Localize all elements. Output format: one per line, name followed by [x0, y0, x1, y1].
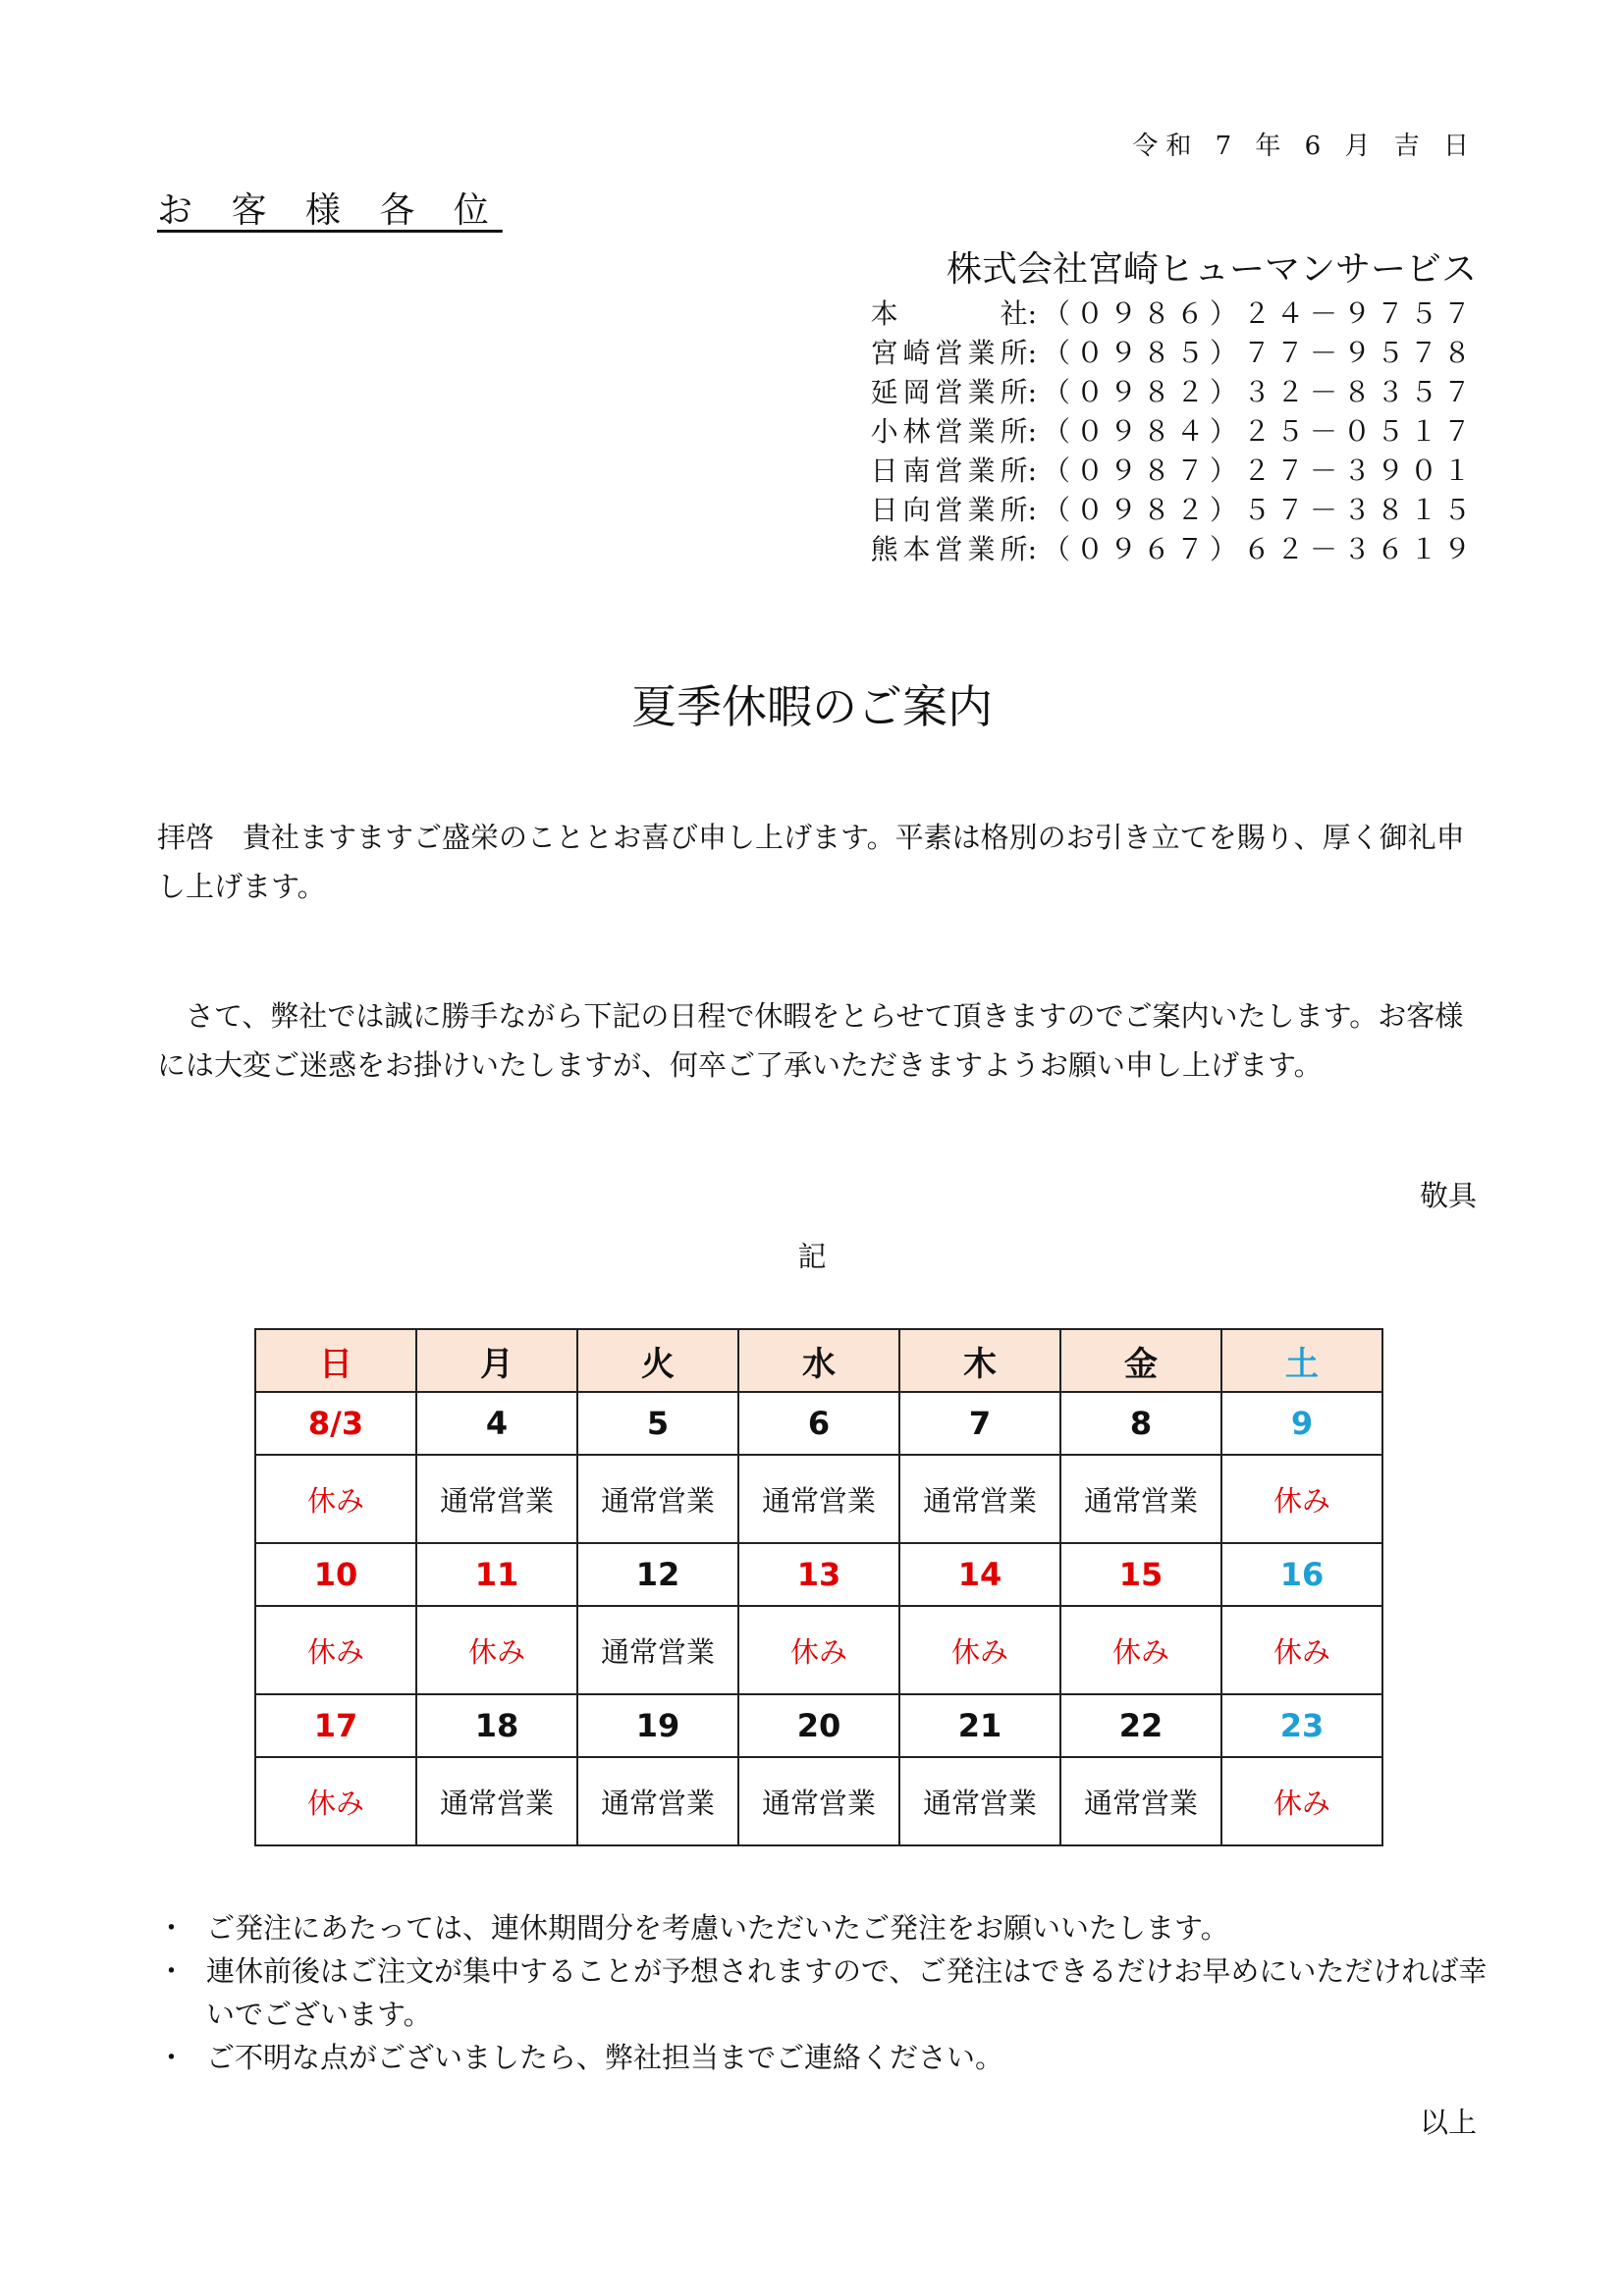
office-row [871, 334, 1477, 373]
notes-list [157, 1906, 1492, 2079]
closing-keigu: 敬具 [1419, 1179, 1477, 1212]
status-cell: 休み [899, 1606, 1060, 1694]
office-name: 日向営業所 [870, 494, 1028, 526]
office-name: 小林営業所 [870, 415, 1028, 448]
bullet: ・ [157, 1911, 187, 1945]
office-tel: :（０９８４）２５－０５１７ [1027, 415, 1477, 448]
status-cell: 休み [1060, 1606, 1221, 1694]
date-cell: 23 [1221, 1694, 1382, 1757]
status-cell: 通常営業 [1060, 1455, 1221, 1543]
announcement-paragraph: さて、弊社では誠に勝手ながら下記の日程で休暇をとらせて頂きますのでご案内いたします。お客様には大変ご迷惑をお掛けいたしますが、何卒ご了承いただきますようお願い申し上げます。 [157, 999, 1464, 1082]
date-cell: 19 [577, 1694, 738, 1757]
status-row [255, 1757, 1382, 1845]
note-item [157, 1906, 1492, 1949]
note-text: ご発注にあたっては、連休期間分を考慮いただいたご発注をお願いいたします。 [206, 1911, 1229, 1945]
weekday-header: 月 [416, 1329, 577, 1392]
office-tel: :（０９８５）７７－９５７８ [1027, 337, 1477, 369]
status-row [255, 1455, 1382, 1543]
date-cell: 22 [1060, 1694, 1221, 1757]
company-name: 株式会社宮崎ヒューマンサービス [946, 249, 1477, 290]
office-row [871, 294, 1477, 334]
status-cell: 通常営業 [577, 1455, 738, 1543]
date-cell: 10 [255, 1543, 416, 1606]
note-text: ご不明な点がございましたら、弊社担当までご連絡ください。 [206, 2041, 1004, 2074]
status-cell: 休み [1221, 1757, 1382, 1845]
date-cell: 5 [577, 1392, 738, 1455]
date-row [255, 1392, 1382, 1455]
date-cell: 7 [899, 1392, 1060, 1455]
note-item [157, 2036, 1492, 2079]
date-cell: 17 [255, 1694, 416, 1757]
ki-heading: 記 [797, 1240, 827, 1273]
date-cell: 16 [1221, 1543, 1382, 1606]
office-list [871, 294, 1477, 569]
office-tel: :（０９８６）２４－９７５７ [1027, 297, 1477, 330]
date-cell: 12 [577, 1543, 738, 1606]
page-title: 夏季休暇のご案内 [631, 680, 993, 733]
office-tel: :（０９８２）５７－３８１５ [1027, 494, 1477, 526]
weekday-header: 金 [1060, 1329, 1221, 1392]
date-cell: 8 [1060, 1392, 1221, 1455]
status-cell: 通常営業 [1060, 1757, 1221, 1845]
document-date: 令和 7 年 6 月 吉 日 [1132, 132, 1477, 161]
status-cell: 通常営業 [577, 1606, 738, 1694]
status-cell: 通常営業 [416, 1757, 577, 1845]
office-row [871, 373, 1477, 412]
date-cell: 18 [416, 1694, 577, 1757]
calendar-body [255, 1392, 1382, 1845]
weekday-header: 日 [255, 1329, 416, 1392]
status-cell: 休み [1221, 1606, 1382, 1694]
status-cell: 休み [255, 1757, 416, 1845]
office-name: 宮崎営業所 [870, 337, 1028, 369]
weekday-header: 土 [1221, 1329, 1382, 1392]
status-cell: 通常営業 [899, 1757, 1060, 1845]
office-row [871, 491, 1477, 530]
office-row [871, 452, 1477, 491]
office-name: 熊本営業所 [870, 533, 1028, 565]
recipient-line: お 客 様 各 位 [157, 190, 503, 231]
note-text: 連休前後はご注文が集中することが予想されますので、ご発注はできるだけお早めにいただければ幸いでございます。 [206, 1954, 1488, 2031]
status-cell: 休み [738, 1606, 899, 1694]
date-cell: 15 [1060, 1543, 1221, 1606]
status-row [255, 1606, 1382, 1694]
date-row [255, 1543, 1382, 1606]
office-row [871, 412, 1477, 452]
bullet: ・ [157, 2041, 187, 2074]
status-cell: 通常営業 [577, 1757, 738, 1845]
status-cell: 休み [416, 1606, 577, 1694]
weekday-header: 木 [899, 1329, 1060, 1392]
date-cell: 6 [738, 1392, 899, 1455]
weekday-header-row [255, 1329, 1382, 1392]
date-cell: 11 [416, 1543, 577, 1606]
status-cell: 通常営業 [416, 1455, 577, 1543]
date-cell: 14 [899, 1543, 1060, 1606]
office-row [871, 530, 1477, 569]
holiday-calendar [254, 1328, 1383, 1846]
greeting-paragraph: 拝啓 貴社ますますご盛栄のこととお喜び申し上げます。平素は格別のお引き立てを賜り、厚く御礼申し上げます。 [157, 821, 1465, 903]
weekday-header: 火 [577, 1329, 738, 1392]
office-tel: :（０９８７）２７－３９０１ [1027, 454, 1477, 487]
date-cell: 8/3 [255, 1392, 416, 1455]
status-cell: 休み [255, 1606, 416, 1694]
note-item [157, 1949, 1492, 2036]
closing-ijou: 以上 [1419, 2106, 1477, 2139]
bullet: ・ [157, 1954, 187, 1988]
status-cell: 通常営業 [738, 1455, 899, 1543]
weekday-header: 水 [738, 1329, 899, 1392]
office-name: 本社 [870, 297, 1028, 330]
office-tel: :（０９８２）３２－８３５７ [1027, 376, 1477, 408]
status-cell: 通常営業 [899, 1455, 1060, 1543]
date-cell: 13 [738, 1543, 899, 1606]
office-tel: :（０９６７）６２－３６１９ [1027, 533, 1477, 565]
office-name: 日南営業所 [870, 454, 1028, 487]
date-row [255, 1694, 1382, 1757]
date-cell: 4 [416, 1392, 577, 1455]
status-cell: 通常営業 [738, 1757, 899, 1845]
date-cell: 21 [899, 1694, 1060, 1757]
office-name: 延岡営業所 [870, 376, 1028, 408]
date-cell: 9 [1221, 1392, 1382, 1455]
status-cell: 休み [1221, 1455, 1382, 1543]
date-cell: 20 [738, 1694, 899, 1757]
status-cell: 休み [255, 1455, 416, 1543]
